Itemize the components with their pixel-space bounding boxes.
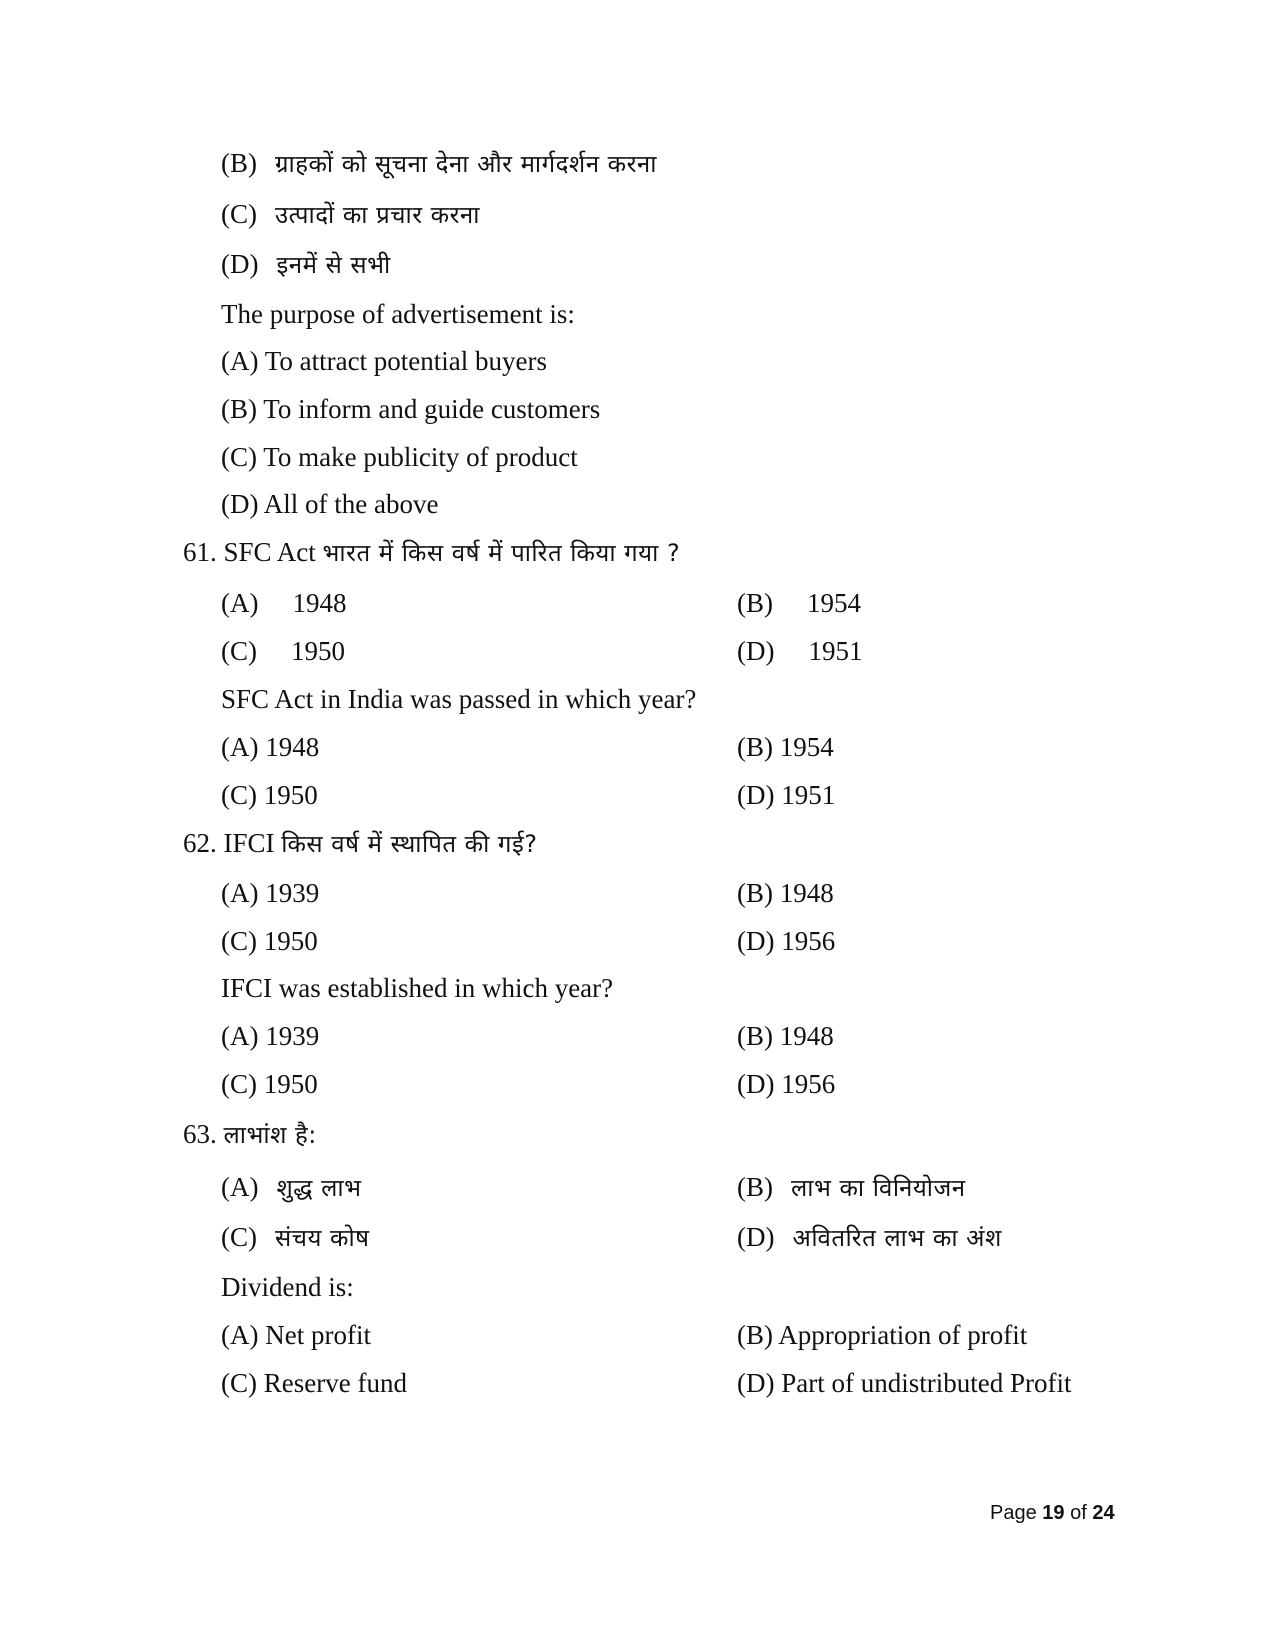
prev-hi-option-b: (B) ग्राहकों को सूचना देना और मार्गदर्शन करना bbox=[221, 148, 657, 178]
prev-en-option-b: (B) To inform and guide customers bbox=[221, 394, 601, 424]
q62-en-question: IFCI was established in which year? bbox=[221, 973, 614, 1003]
q63-en-option-a: (A) Net profit bbox=[221, 1320, 371, 1350]
q62-en-option-a: (A) 1939 bbox=[221, 1021, 320, 1051]
q61-en-option-c: (C) 1950 bbox=[221, 780, 318, 810]
q63-en-option-b: (B) Appropriation of profit bbox=[737, 1320, 1028, 1350]
q62-hi-option-a: (A) 1939 bbox=[221, 878, 320, 908]
q63-en-option-d: (D) Part of undistributed Profit bbox=[737, 1368, 1072, 1398]
q61-hi-option-a: (A) 1948 bbox=[221, 588, 347, 618]
q61-hi-question: 61. SFC Act भारत में किस वर्ष में पारित किया गया ? bbox=[183, 537, 681, 567]
q61-en-question: SFC Act in India was passed in which year? bbox=[221, 684, 697, 714]
page-number: Page 19 of 24 bbox=[990, 1502, 1115, 1524]
q61-en-option-b: (B) 1954 bbox=[737, 732, 834, 762]
q63-hi-option-a: (A) शुद्ध लाभ bbox=[221, 1172, 362, 1202]
q62-hi-option-c: (C) 1950 bbox=[221, 926, 318, 956]
q63-en-option-c: (C) Reserve fund bbox=[221, 1368, 407, 1398]
q61-en-option-d: (D) 1951 bbox=[737, 780, 836, 810]
q63-en-question: Dividend is: bbox=[221, 1272, 354, 1302]
q63-hi-question: 63. लाभांश है: bbox=[183, 1119, 317, 1149]
q63-hi-option-c: (C) संचय कोष bbox=[221, 1222, 370, 1252]
prev-en-question: The purpose of advertisement is: bbox=[221, 299, 575, 329]
q62-en-option-c: (C) 1950 bbox=[221, 1069, 318, 1099]
q61-hi-option-d: (D) 1951 bbox=[737, 636, 863, 666]
q63-hi-option-d: (D) अवितरित लाभ का अंश bbox=[737, 1222, 1002, 1252]
q62-hi-option-d: (D) 1956 bbox=[737, 926, 836, 956]
prev-hi-option-c: (C) उत्पादों का प्रचार करना bbox=[221, 199, 480, 229]
q62-en-option-b: (B) 1948 bbox=[737, 1021, 834, 1051]
q62-en-option-d: (D) 1956 bbox=[737, 1069, 836, 1099]
prev-en-option-a: (A) To attract potential buyers bbox=[221, 346, 548, 376]
q62-hi-option-b: (B) 1948 bbox=[737, 878, 834, 908]
q61-hi-option-b: (B) 1954 bbox=[737, 588, 861, 618]
q62-hi-question: 62. IFCI किस वर्ष में स्थापित की गई? bbox=[183, 828, 538, 858]
q61-hi-option-c: (C) 1950 bbox=[221, 636, 345, 666]
q61-en-option-a: (A) 1948 bbox=[221, 732, 320, 762]
prev-hi-option-d: (D) इनमें से सभी bbox=[221, 249, 391, 279]
prev-en-option-d: (D) All of the above bbox=[221, 489, 439, 519]
prev-en-option-c: (C) To make publicity of product bbox=[221, 442, 578, 472]
q63-hi-option-b: (B) लाभ का विनियोजन bbox=[737, 1172, 966, 1202]
